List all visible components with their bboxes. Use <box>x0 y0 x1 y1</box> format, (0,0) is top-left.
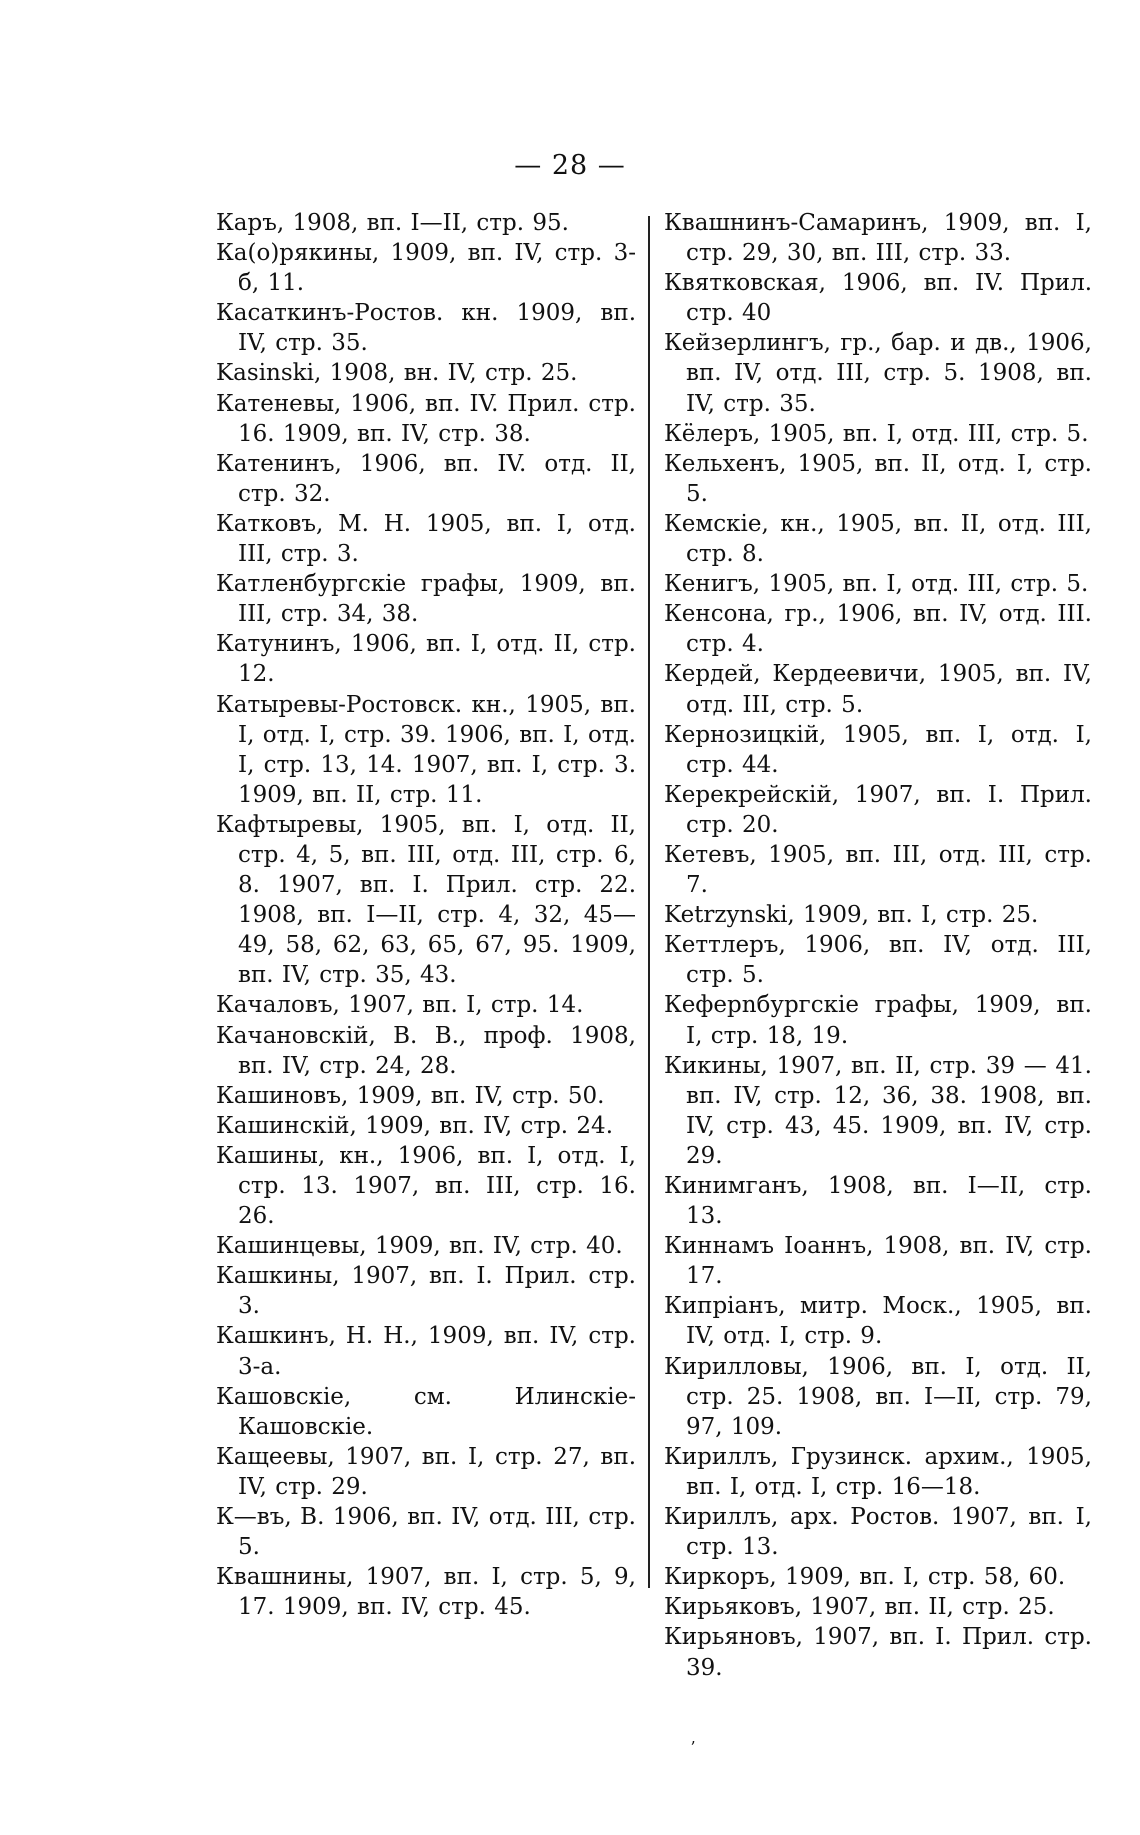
index-entry: Керекрейскій, 1907, вп. I. Прил. стр. 20. <box>664 781 1092 838</box>
ink-speck: ʼ <box>690 1738 696 1757</box>
index-entry: Качановскій, В. В., проф. 1908, вп. IV, стр. 24, 28. <box>216 1022 636 1079</box>
index-entry: Кирьяковъ, 1907, вп. II, стр. 25. <box>664 1594 1055 1621</box>
index-entry: Кинимганъ, 1908, вп. I—II, стр. 13. <box>664 1173 1092 1230</box>
index-entry: Квашнинъ-Самаринъ, 1909, вп. I, стр. 29, 30, вп. III, стр. 33. <box>664 210 1092 267</box>
index-entry: Kasinski, 1908, вн. IV, стр. 25. <box>216 360 578 387</box>
index-entry: Квятковская, 1906, вп. IV. Прил. стр. 40 <box>664 270 1092 327</box>
index-entry: Кирьяновъ, 1907, вп. I. Прил. стр. 39. <box>664 1624 1092 1681</box>
index-entry: Киркоръ, 1909, вп. I, стр. 58, 60. <box>664 1564 1066 1591</box>
index-entry: Катковъ, М. Н. 1905, вп. I, отд. III, стр. 3. <box>216 510 636 568</box>
column-divider <box>648 216 650 1588</box>
index-entry: Кернозицкій, 1905, вп. I, отд. I, стр. 44. <box>664 721 1092 778</box>
index-entry: Катленбургскіе графы, 1909, вп. III, стр. 34, 38. <box>216 571 636 628</box>
index-entry: Кельхенъ, 1905, вп. II, отд. I, стр. 5. <box>664 450 1092 507</box>
index-entry: Качаловъ, 1907, вп. I, стр. 14. <box>216 992 584 1019</box>
index-entry: Кейзерлингъ, гр., бар. и дв., 1906, вп. IV, отд. III, стр. 5. 1908, вп. IV, стр. 35. <box>664 330 1092 417</box>
index-entry: Кипріанъ, митр. Моск., 1905, вп. IV, отд. I, стр. 9. <box>664 1293 1092 1350</box>
index-entry: Кенсона, гр., 1906, вп. IV, отд. III. стр. 4. <box>664 601 1092 658</box>
index-entry: Кетевъ, 1905, вп. III, отд. III, стр. 7. <box>664 841 1092 899</box>
index-entry: Кашкины, 1907, вп. I. Прил. стр. 3. <box>216 1263 636 1320</box>
index-entry: Каръ, 1908, вп. I—II, стр. 95. <box>216 210 569 236</box>
index-entry: Кашинцевы, 1909, вп. IV, стр. 40. <box>216 1233 623 1260</box>
index-entry: Кирилловы, 1906, вп. I, отд. II, стр. 25. 1908, вп. I—II, стр. 79, 97, 109. <box>664 1353 1092 1440</box>
index-entry: Кашиновъ, 1909, вп. IV, стр. 50. <box>216 1082 605 1109</box>
index-entry: Кашкинъ, Н. Н., 1909, вп. IV, стр. 3-а. <box>216 1323 636 1380</box>
index-entry: Кащеевы, 1907, вп. I, стр. 27, вп. IV, стр. 29. <box>216 1443 636 1500</box>
index-entry: Кенигъ, 1905, вп. I, отд. III, стр. 5. <box>664 571 1089 598</box>
index-entry: Катеневы, 1906, вп. IV. Прил. стр. 16. 1909, вп. IV, стр. 38. <box>216 390 636 447</box>
index-column-right <box>664 208 1092 1683</box>
index-entry: Кашинскій, 1909, вп. IV, стр. 24. <box>216 1112 613 1139</box>
index-entry: Катенинъ, 1906, вп. IV. отд. II, стр. 32. <box>216 450 636 507</box>
index-entry: Кириллъ, Грузинск. архим., 1905, вп. I, отд. I, стр. 16—18. <box>664 1443 1092 1500</box>
index-column-left <box>216 208 636 1622</box>
index-entry: Кёлеръ, 1905, вп. I, отд. III, стр. 5. <box>664 420 1089 447</box>
index-entry: Квашнины, 1907, вп. I, стр. 5, 9, 17. 1909, вп. IV, стр. 45. <box>216 1564 636 1621</box>
index-entry: Киннамъ Іоаннъ, 1908, вп. IV, стр. 17. <box>664 1233 1092 1290</box>
index-entry: Кириллъ, арх. Ростов. 1907, вп. I, стр. 13. <box>664 1504 1092 1561</box>
index-entry: Катыревы-Ростовск. кн., 1905, вп. I, отд. I, стр. 39. 1906, вп. I, отд. I, стр. 13, 14. 1907, вп. I, стр. 3. 1909, вп. II, стр. 11. <box>216 691 636 808</box>
index-entry: Кемскіе, кн., 1905, вп. II, отд. III, стр. 8. <box>664 510 1092 568</box>
index-entry: Ка(о)рякины, 1909, вп. IV, стр. 3-б, 11. <box>216 240 636 297</box>
index-entry: Кашины, кн., 1906, вп. I, отд. I, стр. 13. 1907, вп. III, стр. 16. 26. <box>216 1142 636 1230</box>
index-entry: К—въ, В. 1906, вп. IV, отд. III, стр. 5. <box>216 1504 636 1561</box>
page-number: — 28 — <box>514 150 626 181</box>
index-entry: Кикины, 1907, вп. II, стр. 39 — 41. вп. IV, стр. 12, 36, 38. 1908, вп. IV, стр. 43, 45. 1909, вп. IV, стр. 29. <box>664 1052 1092 1169</box>
index-entry: Ketrzynski, 1909, вп. I, стр. 25. <box>664 902 1039 929</box>
index-entry: Касаткинъ-Ростов. кн. 1909, вп. IV, стр. 35. <box>216 300 636 357</box>
index-entry: Кафтыревы, 1905, вп. I, отд. II, стр. 4, 5, вп. III, отд. III, стр. 6, 8. 1907, вп. I. Прил. стр. 22. 1908, вп. I—II, стр. 4, 32, 45—49, 58, 62, 63, 65, 67, 95. 1909, вп. IV, стр. 35, 43. <box>216 811 636 989</box>
index-entry: Катунинъ, 1906, вп. I, отд. II, стр. 12. <box>216 631 636 688</box>
index-entry: Кашовскіе, см. Илинскіе-Кашовскіе. <box>216 1383 636 1440</box>
index-entry: Кеттлеръ, 1906, вп. IV, отд. III, стр. 5. <box>664 932 1092 989</box>
index-entry: Кеферnбургскіе графы, 1909, вп. I, стр. 18, 19. <box>664 992 1092 1049</box>
index-entry: Кердей, Кердеевичи, 1905, вп. IV, отд. III, стр. 5. <box>664 661 1092 718</box>
